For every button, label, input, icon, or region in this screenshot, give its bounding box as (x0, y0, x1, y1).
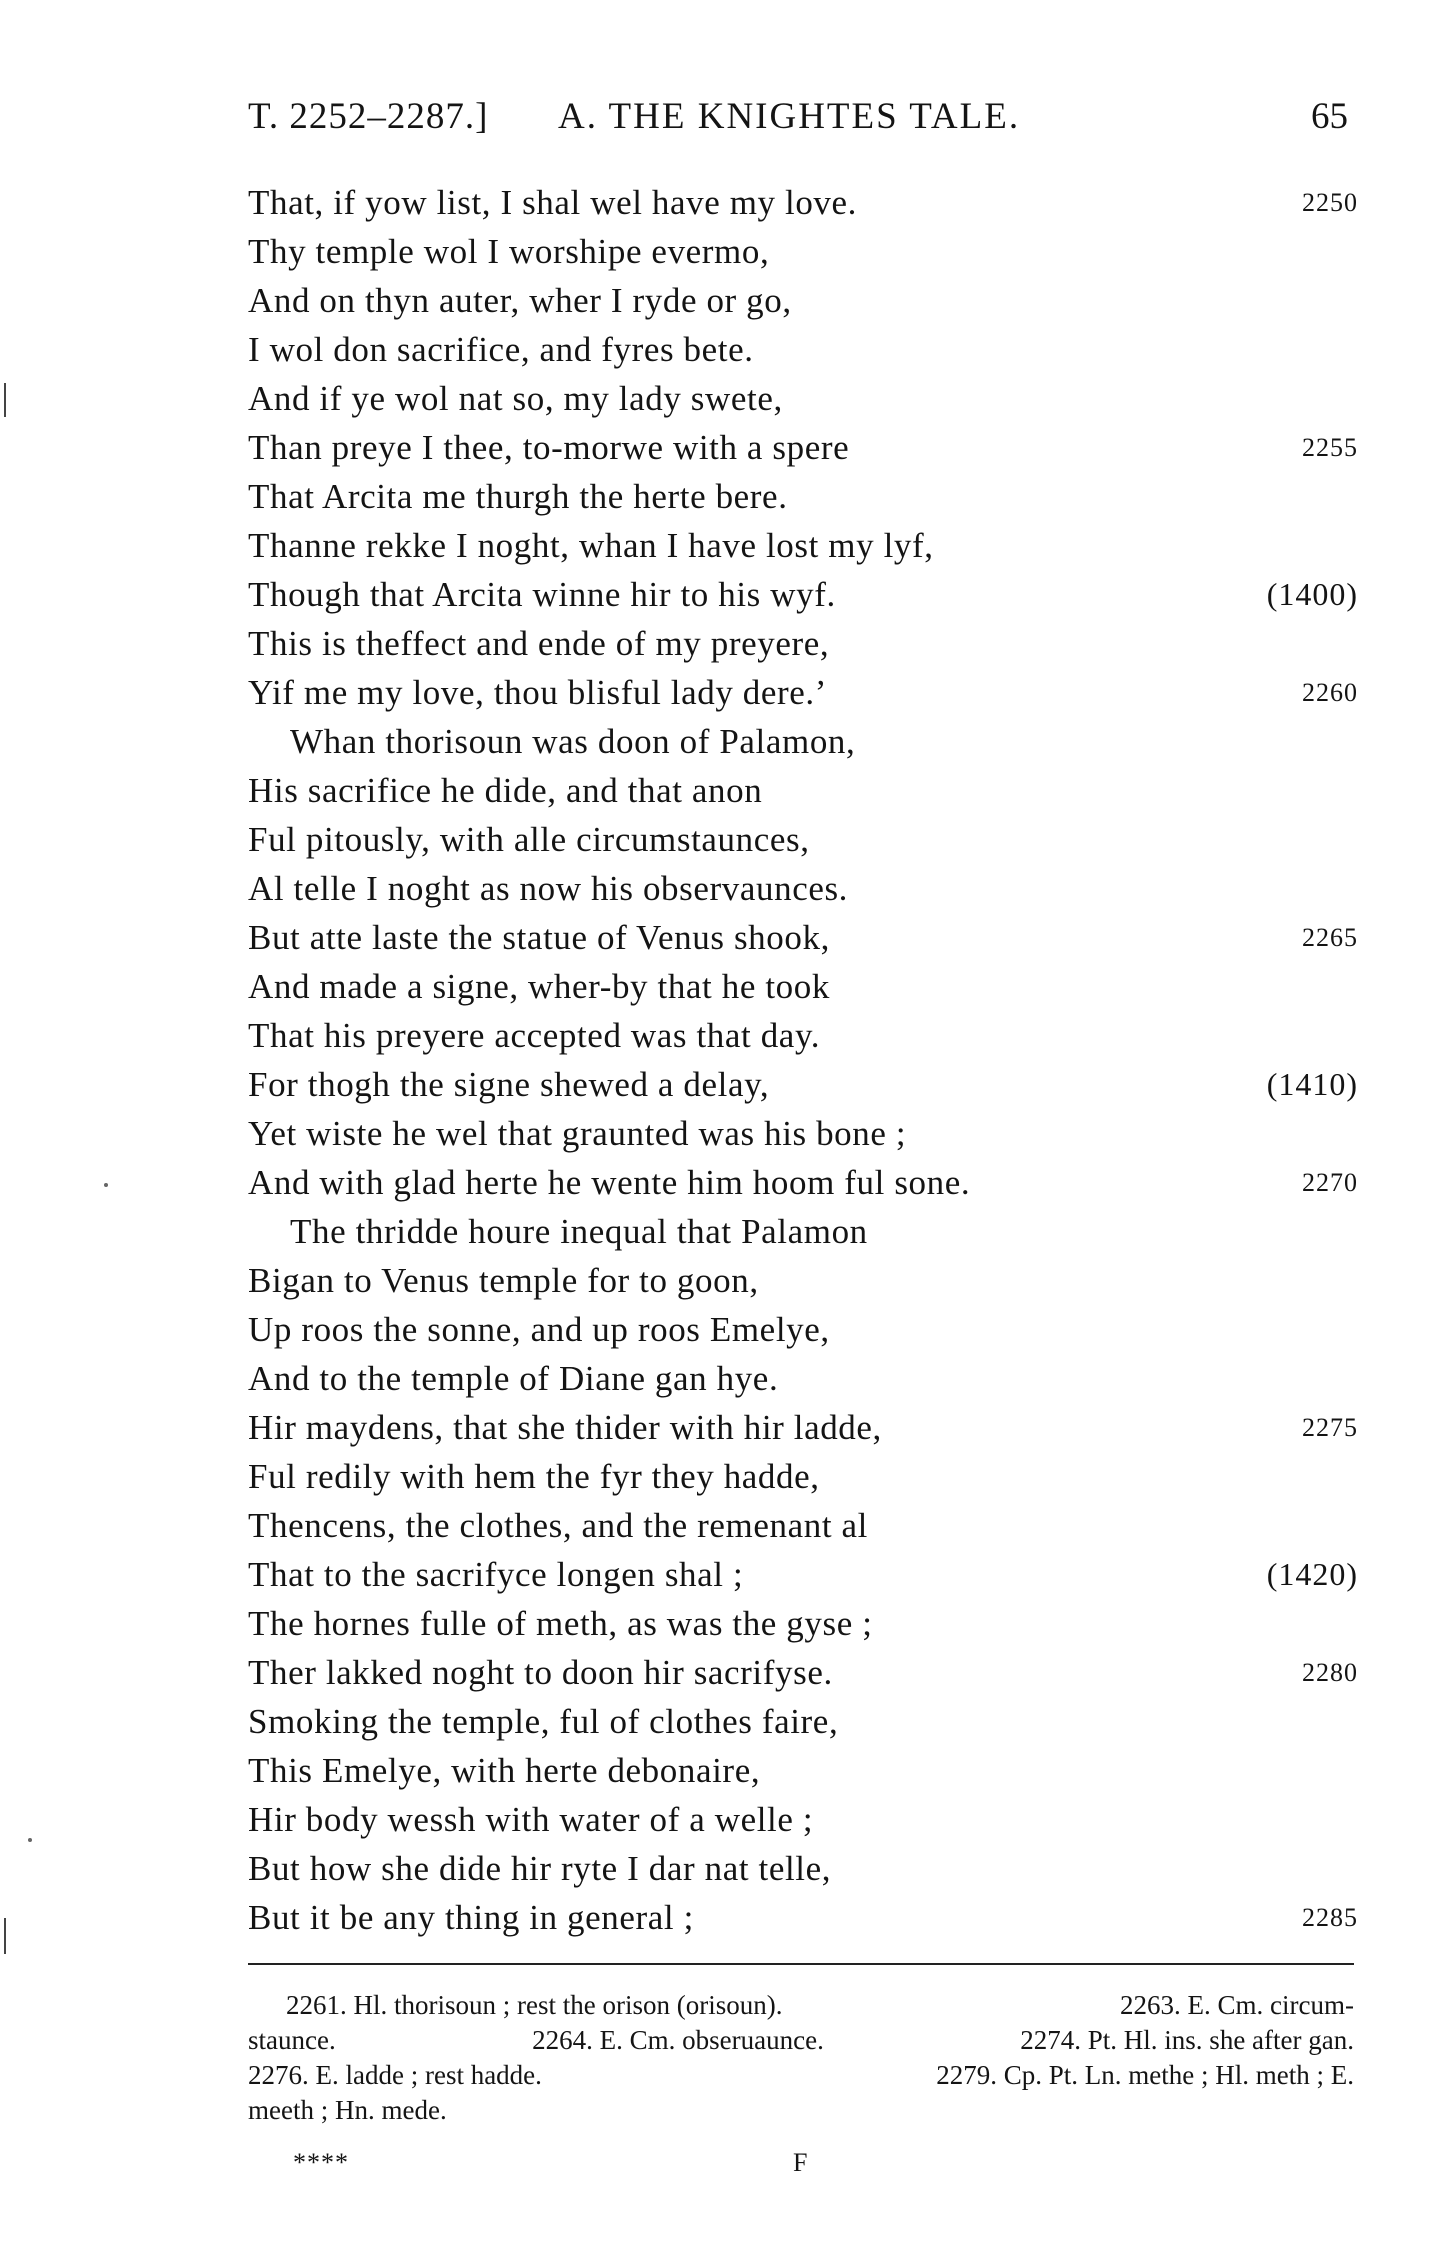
verse-text: That, if yow list, I shal wel have my love. (248, 183, 858, 222)
line-number: (1420) (1266, 1556, 1358, 1592)
verse-text: Ful redily with hem the fyr they hadde, (248, 1457, 820, 1496)
verse-text: Than preye I thee, to-morwe with a spere (248, 428, 850, 467)
verse-line (248, 227, 1358, 276)
verse-text: His sacrifice he dide, and that anon (248, 771, 763, 810)
footnote-2274: 2274. Pt. Hl. ins. she after gan. (1020, 2025, 1354, 2055)
poem-text (248, 178, 1358, 1942)
line-number: 2270 (1302, 1168, 1358, 1197)
signature-letter: F (793, 2148, 808, 2177)
line-number: (1410) (1266, 1066, 1358, 1102)
verse-line (248, 1011, 1358, 1060)
verse-line (248, 1550, 1358, 1599)
verse-text: But it be any thing in general ; (248, 1898, 694, 1937)
verse-text: Whan thorisoun was doon of Palamon, (290, 722, 856, 761)
verse-text: Yet wiste he wel that graunted was his bone ; (248, 1114, 907, 1153)
verse-line (248, 1109, 1358, 1158)
verse-text: That Arcita me thurgh the herte bere. (248, 477, 788, 516)
verse-text: Hir maydens, that she thider with hir ladde, (248, 1408, 882, 1447)
verse-line (248, 423, 1358, 472)
verse-text: Ful pitously, with alle circumstaunces, (248, 820, 810, 859)
line-number: 2280 (1302, 1658, 1358, 1687)
verse-text: Bigan to Venus temple for to goon, (248, 1261, 759, 1300)
verse-line (248, 1501, 1358, 1550)
verse-line (248, 668, 1358, 717)
verse-line (248, 521, 1358, 570)
verse-line (248, 1599, 1358, 1648)
verse-line (248, 815, 1358, 864)
verse-text: And to the temple of Diane gan hye. (248, 1359, 779, 1398)
verse-line (248, 1795, 1358, 1844)
verse-text: Thanne rekke I noght, whan I have lost my lyf, (248, 526, 934, 565)
verse-line (248, 913, 1358, 962)
verse-text: And with glad herte he wente him hoom ful sone. (248, 1163, 971, 1202)
verse-text: The hornes fulle of meth, as was the gyse ; (248, 1604, 873, 1643)
verse-text: That to the sacrifyce longen shal ; (248, 1555, 744, 1594)
verse-line (248, 619, 1358, 668)
verse-line (248, 325, 1358, 374)
verse-line (248, 472, 1358, 521)
footnote-line (248, 1988, 1354, 2023)
line-number: (1400) (1266, 576, 1358, 612)
verse-line (248, 717, 1358, 766)
verse-line (248, 570, 1358, 619)
header-title: A. THE KNIGHTES TALE. (558, 96, 1021, 137)
footnote-2276: 2276. E. ladde ; rest hadde. (248, 2060, 542, 2090)
scan-speck (104, 1183, 108, 1187)
verse-text: Up roos the sonne, and up roos Emelye, (248, 1310, 830, 1349)
line-number: 2260 (1302, 678, 1358, 707)
verse-line (248, 1060, 1358, 1109)
footnote-rule (248, 1963, 1354, 1965)
verse-line (248, 766, 1358, 815)
footnote-2279-cont: meeth ; Hn. mede. (248, 2095, 447, 2125)
verse-line (248, 1256, 1358, 1305)
footnote-line (248, 2058, 1354, 2093)
verse-line (248, 178, 1358, 227)
verse-line (248, 1452, 1358, 1501)
verse-text: And if ye wol nat so, my lady swete, (248, 379, 783, 418)
verse-line (248, 1158, 1358, 1207)
page-number: 65 (1311, 96, 1348, 137)
verse-line (248, 1746, 1358, 1795)
verse-text: For thogh the signe shewed a delay, (248, 1065, 770, 1104)
verse-line (248, 1207, 1358, 1256)
verse-text: And on thyn auter, wher I ryde or go, (248, 281, 792, 320)
scan-speck (28, 1838, 32, 1842)
line-number: 2285 (1302, 1903, 1358, 1932)
verse-text: This Emelye, with herte debonaire, (248, 1751, 761, 1790)
verse-line (248, 1697, 1358, 1746)
verse-text: I wol don sacrifice, and fyres bete. (248, 330, 754, 369)
footnote-2263: 2263. E. Cm. circum- (1120, 1990, 1354, 2020)
verse-text: But atte laste the statue of Venus shook, (248, 918, 830, 957)
footnote-line (248, 2023, 1354, 2058)
verse-line (248, 1403, 1358, 1452)
verse-text: This is theffect and ende of my preyere, (248, 624, 830, 663)
verse-text: Thencens, the clothes, and the remenant al (248, 1506, 868, 1545)
verse-text: Smoking the temple, ful of clothes faire, (248, 1702, 839, 1741)
line-number: 2275 (1302, 1413, 1358, 1442)
footnote-2279: 2279. Cp. Pt. Ln. methe ; Hl. meth ; E. (936, 2060, 1354, 2090)
verse-text: Yif me my love, thou blisful lady dere.’ (248, 673, 828, 712)
verse-line (248, 1305, 1358, 1354)
footnotes (248, 1988, 1354, 2128)
verse-line (248, 1893, 1358, 1942)
verse-text: Thy temple wol I worshipe evermo, (248, 232, 770, 271)
verse-line (248, 374, 1358, 423)
line-number: 2255 (1302, 433, 1358, 462)
verse-text: Al telle I noght as now his observaunces. (248, 869, 849, 908)
verse-line (248, 1354, 1358, 1403)
scan-edge-mark (4, 1918, 6, 1954)
footnote-2261: 2261. Hl. thorisoun ; rest the orison (orisoun). (286, 1990, 783, 2020)
footnote-2263-cont: staunce. (248, 2025, 336, 2055)
line-number: 2250 (1302, 188, 1358, 217)
verse-text: Hir body wessh with water of a welle ; (248, 1800, 814, 1839)
running-header (248, 95, 1348, 145)
verse-line (248, 864, 1358, 913)
signature-stars: **** (293, 2148, 349, 2177)
line-number: 2265 (1302, 923, 1358, 952)
verse-text: The thridde houre inequal that Palamon (290, 1212, 868, 1251)
verse-text: That his preyere accepted was that day. (248, 1016, 821, 1055)
verse-text: Though that Arcita winne hir to his wyf. (248, 575, 836, 614)
verse-text: Ther lakked noght to doon hir sacrifyse. (248, 1653, 833, 1692)
verse-line (248, 962, 1358, 1011)
verse-line (248, 1648, 1358, 1697)
scan-edge-mark (4, 383, 6, 417)
footnote-line (248, 2093, 1354, 2128)
verse-line (248, 276, 1358, 325)
verse-text: And made a signe, wher-by that he took (248, 967, 830, 1006)
verse-text: But how she dide hir ryte I dar nat telle, (248, 1849, 832, 1888)
header-line-range: T. 2252–2287.] (248, 96, 489, 137)
verse-line (248, 1844, 1358, 1893)
footnote-2264: 2264. E. Cm. obseruaunce. (532, 2025, 824, 2055)
